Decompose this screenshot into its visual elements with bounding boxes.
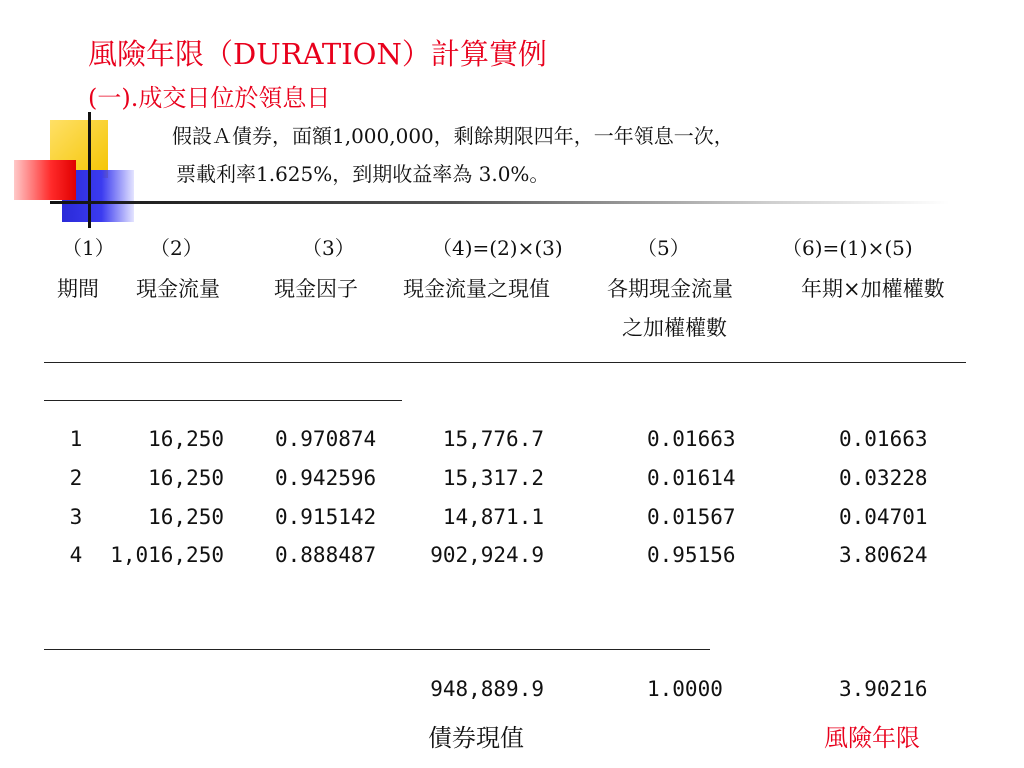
row-4-factor: 0.888487 <box>275 543 377 567</box>
row-1-pv: 15,776.7 <box>442 427 544 451</box>
row-4-period: 4 <box>69 543 83 567</box>
col-number-3: （3） <box>302 236 355 260</box>
row-3-pv: 14,871.1 <box>442 505 544 529</box>
page-title: 風險年限（DURATION）計算實例 <box>88 37 547 71</box>
col-header-weight-line2: 之加權權數 <box>622 316 727 340</box>
description-line-1: 假設Ａ債券，面額1,000,000，剩餘期限四年，一年領息一次， <box>172 124 734 148</box>
header-separator-short <box>44 400 402 401</box>
row-4-cash-flow: 1,016,250 <box>110 543 224 567</box>
total-pv: 948,889.9 <box>430 677 544 701</box>
row-3-weighted: 0.04701 <box>839 505 928 529</box>
col-header-weight: 各期現金流量 <box>607 277 733 301</box>
row-3-factor: 0.915142 <box>275 505 377 529</box>
logo-red-bar <box>14 160 76 200</box>
col-header-factor: 現金因子 <box>274 277 358 301</box>
col-header-weighted-term: 年期×加權權數 <box>801 277 945 301</box>
header-separator <box>44 362 966 363</box>
row-2-weight: 0.01614 <box>647 466 736 490</box>
title-underline <box>50 201 950 204</box>
col-header-period: 期間 <box>57 277 99 301</box>
description-line-2: 票載利率1.625%，到期收益率為 3.0%。 <box>176 162 550 186</box>
col-number-1: （1） <box>62 236 115 260</box>
page-subtitle: (一).成交日位於領息日 <box>88 84 331 112</box>
row-1-period: 1 <box>69 427 83 451</box>
row-1-weighted: 0.01663 <box>839 427 928 451</box>
row-4-weighted: 3.80624 <box>839 543 928 567</box>
row-4-weight: 0.95156 <box>647 543 736 567</box>
logo-vertical-line <box>88 112 91 228</box>
row-1-factor: 0.970874 <box>275 427 377 451</box>
bond-present-value-label: 債券現值 <box>428 724 524 752</box>
col-header-cash-flow: 現金流量 <box>136 277 220 301</box>
row-2-weighted: 0.03228 <box>839 466 928 490</box>
total-weight: 1.0000 <box>647 677 723 701</box>
col-number-2: （2） <box>150 236 203 260</box>
total-weighted: 3.90216 <box>839 677 928 701</box>
col-number-6: （6)=(1)×(5) <box>782 236 913 260</box>
row-1-weight: 0.01663 <box>647 427 736 451</box>
row-2-pv: 15,317.2 <box>442 466 544 490</box>
col-header-present-value: 現金流量之現值 <box>403 277 550 301</box>
row-2-period: 2 <box>69 466 83 490</box>
row-2-factor: 0.942596 <box>275 466 377 490</box>
row-2-cash-flow: 16,250 <box>148 466 224 490</box>
row-3-weight: 0.01567 <box>647 505 736 529</box>
row-1-cash-flow: 16,250 <box>148 427 224 451</box>
row-4-pv: 902,924.9 <box>430 543 544 567</box>
row-3-period: 3 <box>69 505 83 529</box>
row-3-cash-flow: 16,250 <box>148 505 224 529</box>
col-number-5: （5） <box>637 236 690 260</box>
col-number-4: （4)=(2)×(3) <box>432 236 563 260</box>
duration-label: 風險年限 <box>824 724 920 752</box>
totals-separator <box>44 649 710 650</box>
